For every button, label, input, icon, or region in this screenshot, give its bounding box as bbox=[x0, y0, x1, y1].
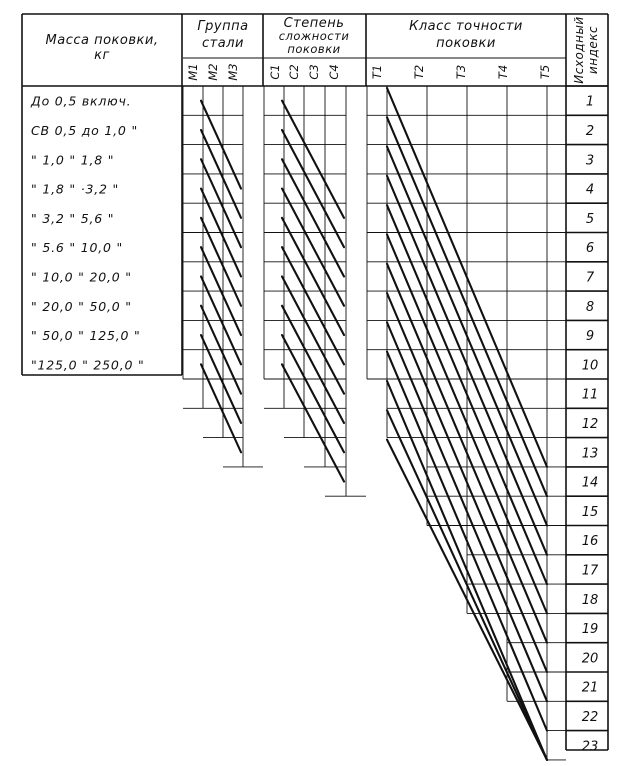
header-complexity-line3: поковки bbox=[287, 42, 341, 56]
diagonal-guide-lines bbox=[201, 88, 547, 760]
header-accuracy-line2: поковки bbox=[436, 36, 496, 51]
diagonal-line bbox=[282, 276, 344, 393]
header-mass-line1: Масса поковки, bbox=[45, 33, 159, 48]
index-label: 6 bbox=[585, 241, 595, 257]
index-label: 4 bbox=[585, 182, 595, 198]
mass-range-label: До 0,5 включ. bbox=[31, 93, 132, 109]
column-code-м2: М2 bbox=[206, 63, 220, 81]
mass-range-label: " 20,0 " 50,0 " bbox=[31, 298, 132, 314]
header-complexity-line1: Степень bbox=[283, 16, 345, 31]
column-codes bbox=[186, 63, 552, 80]
mass-range-label: " 1,8 " ·3,2 " bbox=[31, 181, 120, 197]
column-code-с2: С2 bbox=[287, 64, 301, 80]
header-accuracy-line1: Класс точности bbox=[409, 19, 523, 34]
column-code-т3: Т3 bbox=[454, 64, 468, 80]
diagonal-line bbox=[282, 189, 344, 306]
index-label: 10 bbox=[581, 358, 599, 374]
mass-range-label: " 1,0 " 1,8 " bbox=[31, 152, 115, 168]
header-accuracy bbox=[409, 19, 523, 51]
index-label: 3 bbox=[585, 153, 595, 169]
index-label: 13 bbox=[581, 446, 599, 462]
index-labels bbox=[582, 95, 599, 755]
column-code-т5: Т5 bbox=[538, 64, 552, 80]
index-label: 17 bbox=[581, 563, 599, 579]
header-index bbox=[572, 16, 600, 83]
header-index-line2: индекс bbox=[586, 25, 600, 75]
index-label: 12 bbox=[581, 416, 599, 432]
mass-range-labels bbox=[30, 94, 145, 373]
index-label: 5 bbox=[585, 211, 595, 227]
index-label: 15 bbox=[581, 504, 599, 520]
index-label: 23 bbox=[581, 739, 599, 755]
index-label: 21 bbox=[581, 680, 599, 696]
index-label: 14 bbox=[581, 475, 599, 491]
index-label: 9 bbox=[585, 329, 595, 345]
diagonal-line bbox=[282, 130, 344, 247]
header-mass bbox=[46, 33, 159, 63]
mass-range-label: СВ 0,5 до 1,0 " bbox=[31, 122, 138, 138]
index-label: 11 bbox=[581, 387, 599, 403]
mass-range-label: "125,0 " 250,0 " bbox=[31, 357, 145, 373]
mass-range-label: " 5.6 " 10,0 " bbox=[31, 240, 124, 256]
diagonal-line bbox=[282, 364, 344, 481]
column-code-м3: М3 bbox=[226, 63, 240, 81]
column-code-с4: С4 bbox=[327, 64, 341, 80]
diagonal-line bbox=[282, 159, 344, 276]
header-steel-line1: Группа bbox=[197, 19, 249, 34]
header-index-line1: Исходный bbox=[572, 16, 586, 84]
header-steel-group bbox=[197, 19, 248, 51]
column-code-т4: Т4 bbox=[496, 64, 510, 80]
index-label: 19 bbox=[581, 622, 599, 638]
diagonal-line bbox=[282, 101, 344, 218]
column-code-т2: Т2 bbox=[412, 64, 426, 80]
index-label: 8 bbox=[585, 299, 595, 315]
mass-range-label: " 3,2 " 5,6 " bbox=[31, 210, 115, 226]
diagonal-line bbox=[282, 218, 344, 335]
diagonal-line bbox=[282, 306, 344, 423]
column-code-т1: Т1 bbox=[370, 64, 384, 80]
column-code-м1: М1 bbox=[186, 63, 200, 81]
mass-range-label: " 50,0 " 125,0 " bbox=[31, 328, 141, 344]
index-label: 16 bbox=[581, 534, 599, 550]
header-complexity-line2: сложности bbox=[278, 29, 350, 43]
diagonal-line bbox=[282, 335, 344, 452]
index-label: 7 bbox=[585, 270, 595, 286]
index-label: 18 bbox=[581, 592, 599, 608]
diagonal-line bbox=[282, 247, 344, 364]
mass-range-label: " 10,0 " 20,0 " bbox=[31, 269, 132, 285]
header-complexity bbox=[279, 16, 350, 56]
column-code-с1: С1 bbox=[268, 64, 282, 80]
index-label: 20 bbox=[581, 651, 599, 667]
index-label: 1 bbox=[585, 94, 595, 110]
index-label: 2 bbox=[585, 123, 595, 139]
grid-lines bbox=[183, 86, 608, 760]
header-steel-line2: стали bbox=[202, 36, 244, 51]
header-mass-line2: кг bbox=[94, 48, 110, 63]
index-label: 22 bbox=[581, 709, 599, 725]
column-code-с3: С3 bbox=[307, 64, 321, 80]
